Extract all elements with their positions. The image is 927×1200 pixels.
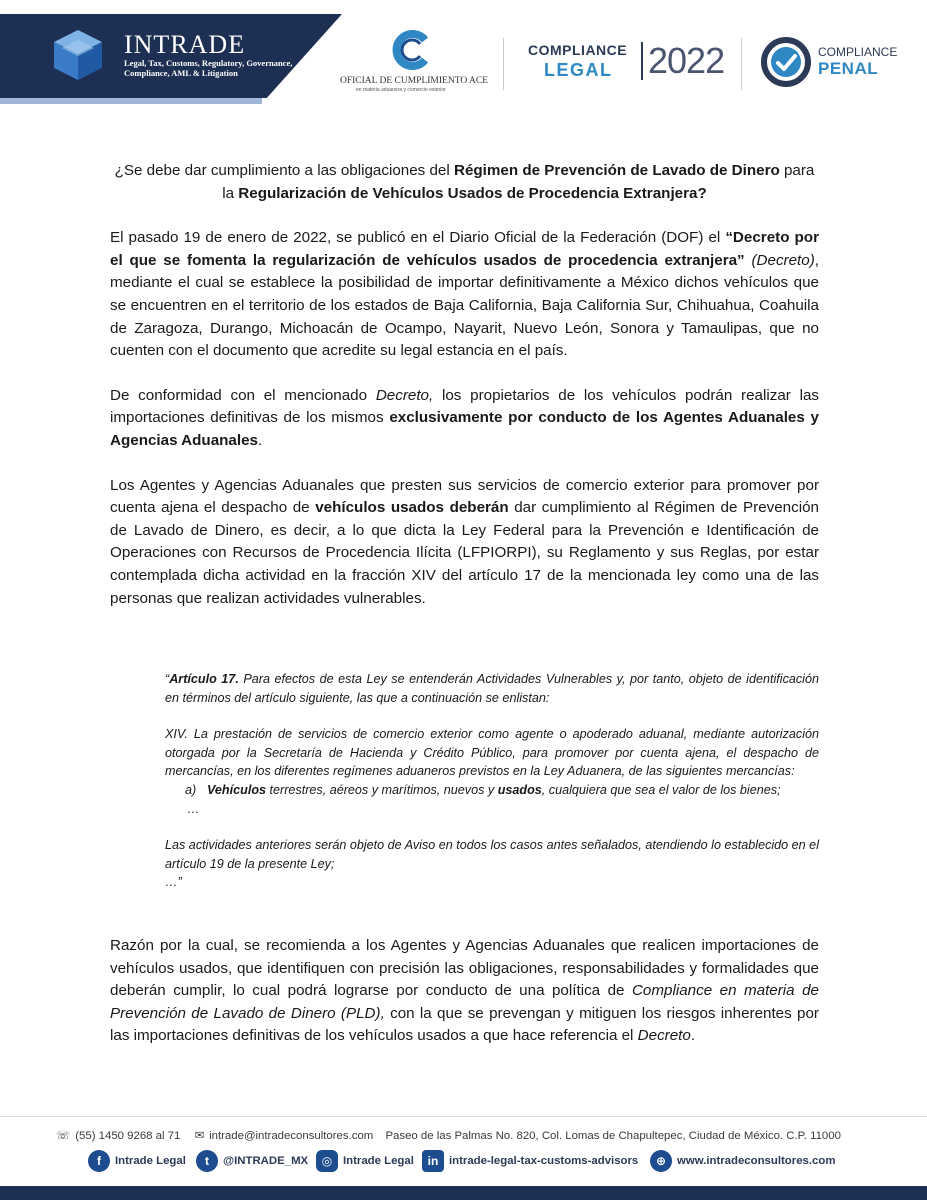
compliance-legal-separator [641, 42, 643, 80]
vehiculos-bold: vehículos usados deberán [315, 499, 509, 517]
footer-social [88, 1150, 888, 1176]
paragraph-text: los propietarios de los vehículos podrán realizar las importaciones definitivas de los mismos [110, 386, 819, 427]
facebook-link[interactable] [88, 1150, 186, 1174]
ace-subtitle: en materia aduanera y comercio exterior [356, 87, 446, 93]
question-text: ¿Se debe dar cumplimiento a las obligaciones del [114, 162, 454, 179]
page-header [0, 0, 927, 115]
footer-contact [56, 1128, 846, 1142]
instagram-icon: ◎ [316, 1150, 338, 1172]
globe-icon: ⊕ [650, 1150, 672, 1172]
paragraph-decreto [110, 227, 819, 363]
footer-phone[interactable]: (55) 1450 9268 al 71 [75, 1130, 181, 1142]
footer-email[interactable]: intrade@intradeconsultores.com [209, 1130, 374, 1142]
website-label: www.intradeconsultores.com [677, 1155, 836, 1167]
paragraph-text: con la que se prevengan y mitiguen los riesgos inherentes por las importaciones definitivas de los vehículos usados a que hace referencia el [110, 1004, 819, 1045]
compliance-legal-top: COMPLIANCE [528, 42, 628, 58]
compliance-pld-term: Compliance en materia de Prevención de Lavado de Dinero (PLD), [110, 982, 819, 1022]
footer-bar [0, 1186, 927, 1200]
paragraph-text: De conformidad con el mencionado [110, 386, 376, 404]
decreto-ref: Decreto, [375, 386, 434, 404]
compliance-legal-logo [528, 40, 738, 90]
phone-icon: ☏ [56, 1130, 71, 1142]
twitter-label: @INTRADE_MX [223, 1155, 309, 1167]
quote-ellipsis: … [187, 801, 200, 816]
compliance-legal-bottom: LEGAL [544, 60, 613, 80]
ace-title: OFICIAL DE CUMPLIMIENTO ACE [340, 76, 489, 86]
footer-address: Paseo de las Palmas No. 820, Col. Lomas de Chapultepec, Ciudad de México. C.P. 11000 [385, 1130, 841, 1142]
paragraph-text: dar cumplimiento al Régimen de Prevención de Lavado de Dinero, es decir, a lo que dicta la Ley Federal para la Prevención e Identificación de Operaciones con Recursos de Procedencia Ilícita (LFPIORPI), su Reglamento y sus Reglas, por estar contemplada dicha actividad en la fracción XIV del artículo 17 de la mencionada ley como una de las personas que realizan actividades vulnerables. [110, 499, 819, 607]
compliance-penal-bottom: PENAL [818, 59, 879, 78]
linkedin-label: intrade-legal-tax-customs-advisors [449, 1155, 639, 1167]
compliance-legal-year: 2022 [648, 40, 725, 81]
paragraph-text: . [258, 431, 263, 449]
paragraph-conformidad [110, 385, 819, 453]
paragraph-text: Razón por la cual, se recomienda a los Agentes y Agencias Aduanales que realicen importaciones de vehículos usados, que identifiquen con precisión las obligaciones, responsabilidades y formalidades que deberán cumplir, lo cual podrá lograrse por conducto de una política de [110, 937, 819, 1000]
brand-name: INTRADE [124, 30, 246, 59]
quote-fraction-xiv: XIV. La prestación de servicios de comercio exterior como agente o apoderado aduanal, mediante autorización otorgada por la Secretaría de Hacienda y Crédito Público, para promover por cuenta ajena, el despacho de mercancías, en los diferentes regímenes aduaneros previstos en la Ley Aduanera, de las siguientes mercancías: [165, 727, 819, 779]
paragraph-agentes [110, 475, 819, 611]
quote-list-item [165, 781, 819, 800]
question-bold-regimen: Régimen de Prevención de Lavado de Dinero [453, 162, 780, 179]
article-body [110, 160, 819, 632]
paragraph-text: Los Agentes y Agencias Aduanales que presten sus servicios de comercio exterior para promover por cuenta ajena el despacho de [110, 476, 819, 517]
website-link[interactable] [650, 1150, 835, 1174]
quote-ellipsis-close: …” [165, 875, 182, 890]
usados-term: usados [497, 782, 542, 797]
mail-icon: ✉ [194, 1130, 205, 1142]
compliance-penal-logo [760, 36, 920, 92]
quote-aviso: Las actividades anteriores serán objeto de Aviso en todos los casos antes señalados, atendiendo lo establecido en el artículo 19 de la presente Ley; [165, 838, 819, 871]
quote-text: , cualquiera que sea el valor de los bienes; [541, 782, 781, 797]
paragraph-text: . [690, 1027, 696, 1045]
twitter-icon: t [196, 1150, 218, 1172]
facebook-icon: f [88, 1150, 110, 1172]
brand-banner-accent [0, 98, 262, 104]
article-label: Artículo 17. [169, 672, 239, 686]
ace-c-icon [392, 30, 432, 70]
instagram-label: Intrade Legal [343, 1155, 414, 1167]
paragraph-closing [110, 935, 819, 1048]
legal-quote [165, 670, 819, 910]
vehiculos-term: Vehículos [207, 782, 267, 797]
linkedin-icon: in [422, 1150, 444, 1172]
paragraph-text: El pasado 19 de enero de 2022, se publicó en el Diario Oficial de la Federación (DOF) el [110, 229, 726, 247]
quote-open-mark: “ [165, 672, 170, 686]
intrade-cube-logo-icon [48, 26, 118, 84]
quote-article-17 [165, 670, 819, 707]
instagram-link[interactable] [316, 1150, 414, 1174]
list-marker: a) [185, 782, 197, 797]
paragraph-text: , mediante el cual se establece la posibilidad de importar definitivamente a México dichos vehículos que se encuentren en el territorio de los estados de Baja California, Baja California Sur, Chihuahua, Coahuila de Zaragoza, Durango, Michoacán de Ocampo, Nayarit, Nuevo León, Sonora y Tamaulipas, que no cuenten con el documento que acredite su legal estancia en el país. [110, 251, 820, 360]
linkedin-link[interactable] [422, 1150, 638, 1174]
question-bold-regularizacion: Regularización de Vehículos Usados de Procedencia Extranjera? [238, 184, 707, 202]
facebook-label: Intrade Legal [115, 1155, 186, 1167]
twitter-link[interactable] [196, 1150, 308, 1174]
decreto-ref: Decreto [637, 1027, 691, 1045]
brand-tagline: Legal, Tax, Customs, Regulatory, Governance, Compliance, AML & Litigation [124, 58, 293, 78]
quote-text: terrestres, aéreos y marítimos, nuevos y [266, 782, 498, 797]
question-text: para la [222, 162, 815, 202]
decreto-title: “Decreto por el que se fomenta la regularización de vehículos usados de procedencia extranjera” [110, 229, 819, 269]
decreto-abbrev: (Decreto) [744, 251, 815, 269]
quote-text: Para efectos de esta Ley se entenderán Actividades Vulnerables y, por tanto, objeto de identificación en términos del artículo siguiente, las que a continuación se enlistan: [165, 672, 819, 705]
article-question [110, 160, 819, 205]
header-divider [503, 38, 504, 90]
agentes-bold: exclusivamente por conducto de los Agentes Aduanales y Agencias Aduanales [110, 409, 819, 449]
header-divider [741, 38, 742, 90]
check-circle-icon [760, 36, 812, 88]
footer-divider [0, 1116, 927, 1117]
compliance-penal-top: COMPLIANCE [818, 45, 898, 59]
ace-logo [336, 30, 496, 92]
